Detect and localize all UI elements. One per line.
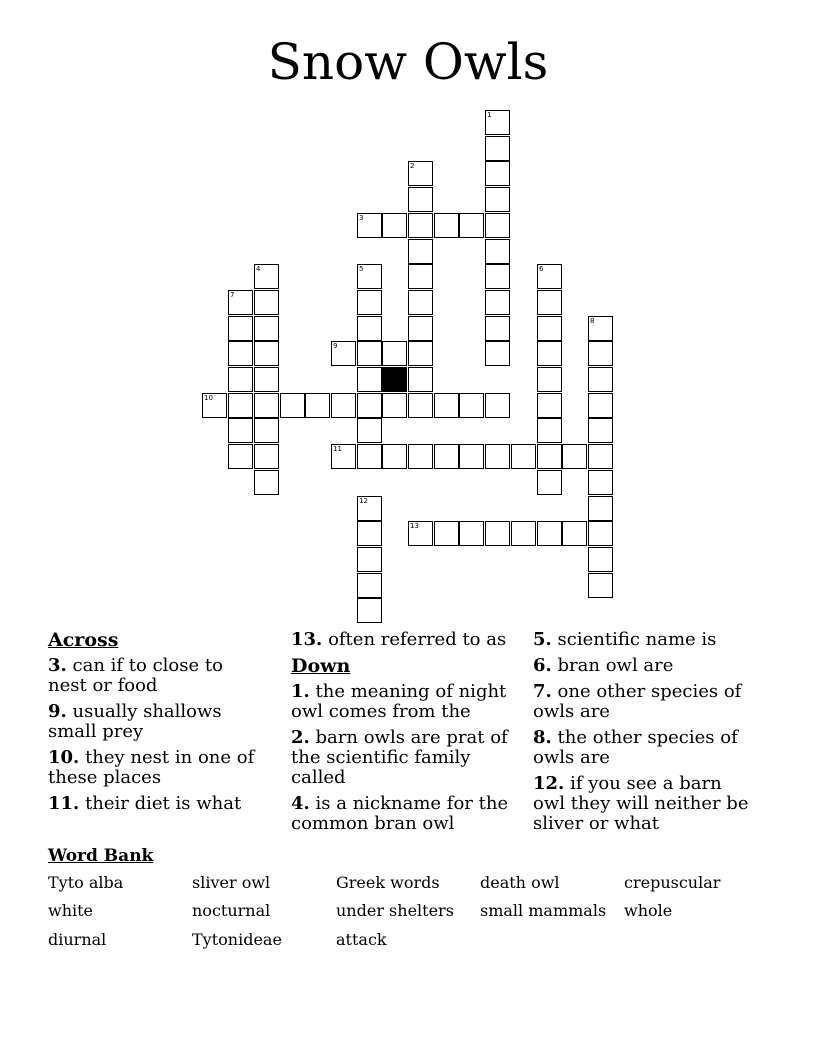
word-bank-item: small mammals	[480, 901, 607, 920]
crossword-cell[interactable]	[485, 213, 510, 238]
crossword-cell-number: 11	[333, 445, 342, 453]
clue-text: usually shallows small prey	[48, 701, 222, 742]
clue-number: 13.	[291, 629, 323, 650]
crossword-cell[interactable]	[562, 444, 587, 469]
clue-text: they nest in one of these places	[48, 747, 255, 788]
across-heading: Across	[48, 629, 119, 651]
crossword-cell[interactable]	[408, 187, 433, 212]
crossword-cell[interactable]	[434, 444, 459, 469]
crossword-cell[interactable]	[408, 367, 433, 392]
crossword-cell[interactable]	[485, 136, 510, 161]
page-title: Snow Owls	[267, 33, 549, 91]
crossword-cell[interactable]	[357, 496, 382, 521]
crossword-cell[interactable]	[537, 418, 562, 443]
crossword-cell[interactable]	[254, 393, 279, 418]
crossword-cell[interactable]	[485, 264, 510, 289]
crossword-cell[interactable]	[382, 444, 407, 469]
crossword-cell[interactable]	[537, 367, 562, 392]
crossword-cell[interactable]	[588, 444, 613, 469]
crossword-cell[interactable]	[537, 444, 562, 469]
crossword-cell-number: 6	[539, 265, 544, 273]
crossword-cell[interactable]	[357, 547, 382, 572]
clue-number: 3.	[48, 655, 67, 676]
word-bank-item: attack	[336, 930, 387, 949]
crossword-cell[interactable]	[228, 418, 253, 443]
crossword-cell[interactable]	[408, 239, 433, 264]
clue-text: can if to close to nest or food	[48, 655, 223, 696]
crossword-cell-number: 3	[359, 214, 364, 222]
crossword-cell[interactable]	[408, 264, 433, 289]
clue-text: scientific name is	[557, 629, 717, 650]
crossword-cell[interactable]	[537, 290, 562, 315]
crossword-cell[interactable]	[357, 264, 382, 289]
clue-number: 12.	[533, 773, 565, 794]
clue-number: 8.	[533, 727, 552, 748]
crossword-cell[interactable]	[357, 573, 382, 598]
crossword-cell[interactable]	[485, 393, 510, 418]
crossword-cell-number: 4	[256, 265, 261, 273]
crossword-cell[interactable]	[485, 161, 510, 186]
clue-down-1	[291, 682, 526, 722]
crossword-cell[interactable]	[588, 316, 613, 341]
crossword-cell[interactable]	[588, 393, 613, 418]
crossword-cell[interactable]	[382, 393, 407, 418]
crossword-cell[interactable]	[408, 290, 433, 315]
crossword-cell[interactable]	[382, 341, 407, 366]
crossword-cell-number: 2	[410, 162, 415, 170]
crossword-block-cell	[382, 367, 407, 392]
crossword-cell-number: 12	[359, 497, 368, 505]
crossword-cell[interactable]	[459, 521, 484, 546]
crossword-cell[interactable]	[202, 393, 227, 418]
crossword-cell-number: 9	[333, 342, 338, 350]
crossword-cell[interactable]	[331, 341, 356, 366]
crossword-cell[interactable]	[588, 496, 613, 521]
crossword-cell-number: 7	[230, 291, 235, 299]
clue-down-5	[533, 630, 758, 650]
clue-down-6	[533, 656, 758, 676]
clue-down-8	[533, 728, 758, 768]
clue-number: 4.	[291, 793, 310, 814]
crossword-cell[interactable]	[357, 444, 382, 469]
crossword-cell[interactable]	[254, 264, 279, 289]
crossword-cell[interactable]	[485, 187, 510, 212]
crossword-cell[interactable]	[588, 470, 613, 495]
clue-text: bran owl are	[557, 655, 674, 676]
crossword-cell[interactable]	[357, 316, 382, 341]
clue-across-13	[291, 630, 526, 650]
crossword-cell[interactable]	[254, 341, 279, 366]
clue-text: one other species of owls are	[533, 681, 742, 722]
crossword-cell[interactable]	[537, 316, 562, 341]
crossword-cell[interactable]	[254, 444, 279, 469]
clue-number: 10.	[48, 747, 80, 768]
crossword-cell[interactable]	[254, 290, 279, 315]
crossword-cell[interactable]	[434, 213, 459, 238]
clue-number: 9.	[48, 701, 67, 722]
clue-number: 2.	[291, 727, 310, 748]
crossword-cell[interactable]	[228, 316, 253, 341]
crossword-cell[interactable]	[537, 470, 562, 495]
clue-text: is a nickname for the common bran owl	[291, 793, 509, 834]
word-bank-item: Tytonideae	[192, 930, 282, 949]
word-bank-item: sliver owl	[192, 873, 271, 892]
word-bank-heading: Word Bank	[48, 846, 154, 866]
crossword-cell[interactable]	[408, 213, 433, 238]
word-bank-item: white	[48, 901, 94, 920]
crossword-cell[interactable]	[408, 444, 433, 469]
crossword-cell-number: 8	[590, 317, 595, 325]
word-bank-item: death owl	[480, 873, 560, 892]
crossword-cell-number: 10	[204, 394, 213, 402]
crossword-cell[interactable]	[408, 393, 433, 418]
crossword-cell[interactable]	[588, 341, 613, 366]
clue-text: the other species of owls are	[533, 727, 738, 768]
crossword-cell[interactable]	[331, 444, 356, 469]
crossword-cell[interactable]	[485, 316, 510, 341]
crossword-cell[interactable]	[408, 521, 433, 546]
clue-text: if you see a barn owl they will neither be sliver or what	[533, 773, 749, 834]
crossword-cell[interactable]	[485, 341, 510, 366]
crossword-cell[interactable]	[537, 521, 562, 546]
clue-text: their diet is what	[85, 793, 242, 814]
crossword-cell[interactable]	[331, 393, 356, 418]
crossword-cell[interactable]	[228, 393, 253, 418]
crossword-cell[interactable]	[357, 393, 382, 418]
crossword-cell[interactable]	[459, 444, 484, 469]
word-bank-item: Tyto alba	[48, 873, 124, 892]
crossword-cell[interactable]	[357, 341, 382, 366]
clue-across-9	[48, 702, 263, 742]
crossword-cell[interactable]	[434, 521, 459, 546]
crossword-cell[interactable]	[357, 598, 382, 623]
clue-text: often referred to as	[328, 629, 507, 650]
crossword-cell-number: 13	[410, 522, 419, 530]
crossword-cell[interactable]	[485, 239, 510, 264]
clue-down-12	[533, 774, 758, 834]
word-bank-item: whole	[624, 901, 673, 920]
clue-down-2	[291, 728, 526, 788]
crossword-cell[interactable]	[254, 316, 279, 341]
crossword-cell[interactable]	[459, 213, 484, 238]
down-heading: Down	[291, 655, 351, 677]
clue-across-3	[48, 656, 263, 696]
crossword-cell[interactable]	[254, 418, 279, 443]
crossword-cell[interactable]	[588, 547, 613, 572]
crossword-cell[interactable]	[588, 521, 613, 546]
clue-across-10	[48, 748, 263, 788]
crossword-cell[interactable]	[562, 521, 587, 546]
crossword-cell[interactable]	[485, 521, 510, 546]
crossword-cell[interactable]	[511, 521, 536, 546]
clue-text: the meaning of night owl comes from the	[291, 681, 507, 722]
crossword-cell[interactable]	[254, 470, 279, 495]
clue-number: 1.	[291, 681, 310, 702]
clues-column-2	[291, 630, 526, 840]
clues-column-3	[533, 630, 758, 840]
crossword-cell[interactable]	[588, 367, 613, 392]
crossword-cell[interactable]	[408, 316, 433, 341]
crossword-cell[interactable]	[588, 573, 613, 598]
crossword-cell[interactable]	[357, 213, 382, 238]
clue-number: 5.	[533, 629, 552, 650]
crossword-cell[interactable]	[459, 393, 484, 418]
clue-down-4	[291, 794, 526, 834]
clue-number: 6.	[533, 655, 552, 676]
clues-column-1	[48, 630, 263, 820]
crossword-cell[interactable]	[434, 393, 459, 418]
crossword-cell[interactable]	[228, 341, 253, 366]
clue-number: 7.	[533, 681, 552, 702]
word-bank-item: diurnal	[48, 930, 107, 949]
crossword-cell[interactable]	[537, 393, 562, 418]
crossword-cell[interactable]	[254, 367, 279, 392]
crossword-cell-number: 1	[487, 111, 492, 119]
crossword-cell[interactable]	[511, 444, 536, 469]
crossword-cell[interactable]	[408, 341, 433, 366]
clue-down-7	[533, 682, 758, 722]
word-bank-item: under shelters	[336, 901, 454, 920]
crossword-cell[interactable]	[485, 290, 510, 315]
crossword-cell[interactable]	[357, 367, 382, 392]
crossword-cell[interactable]	[408, 161, 433, 186]
crossword-cell[interactable]	[357, 418, 382, 443]
word-bank-item: nocturnal	[192, 901, 271, 920]
crossword-cell-number: 5	[359, 265, 364, 273]
crossword-cell[interactable]	[537, 341, 562, 366]
word-bank-item: crepuscular	[624, 873, 721, 892]
crossword-cell[interactable]	[357, 521, 382, 546]
crossword-cell[interactable]	[280, 393, 305, 418]
crossword-cell[interactable]	[382, 213, 407, 238]
crossword-cell[interactable]	[588, 418, 613, 443]
crossword-cell[interactable]	[357, 290, 382, 315]
crossword-cell[interactable]	[537, 264, 562, 289]
crossword-cell[interactable]	[228, 367, 253, 392]
crossword-cell[interactable]	[485, 444, 510, 469]
crossword-cell[interactable]	[305, 393, 330, 418]
clue-across-11	[48, 794, 263, 814]
crossword-cell[interactable]	[228, 444, 253, 469]
crossword-cell[interactable]	[228, 290, 253, 315]
crossword-cell[interactable]	[485, 110, 510, 135]
word-bank-item: Greek words	[336, 873, 440, 892]
clue-number: 11.	[48, 793, 80, 814]
clue-text: barn owls are prat of the scientific family called	[291, 727, 508, 788]
